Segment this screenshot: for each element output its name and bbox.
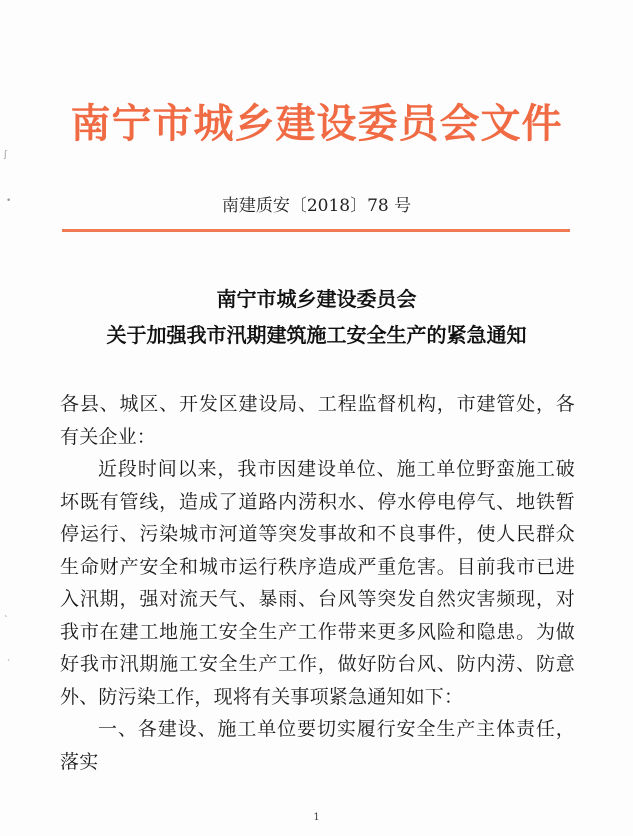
body-paragraph: 一、各建设、施工单位要切实履行安全生产主体责任，落实 (60, 718, 575, 773)
scan-margin-mark: ʃ (4, 150, 8, 160)
notice-title-line2: 关于加强我市汛期建筑施工安全生产的紧急通知 (106, 323, 527, 347)
page-number: 1 (313, 812, 320, 823)
body-paragraph: 近段时间以来，我市因建设单位、施工单位野蛮施工破坏既有管线，造成了道路内涝积水、停水停电停气、地铁暂停运行、污染城市河道等突发事故和不良事件，使人民群众生命财产安全和城市运行秩序造成严重危害。目前我市已进入汛期，强对流天气、暴雨、台风等突发自然灾害频现，对我市在建工地施工安全生产工作带来更多风险和隐患。为做好我市汛期施工安全生产工作，做好防台风、防内涝、防意外、防污染工作，现将有关事项紧急通知如下： (60, 458, 575, 708)
document-body (60, 388, 575, 778)
document-number: 南建质安〔2018〕78 号 (221, 196, 412, 216)
scan-margin-mark: • (6, 196, 12, 206)
document-header-title: 南宁市城乡建设委员会文件 (70, 100, 563, 147)
notice-title-line1: 南宁市城乡建设委员会 (216, 287, 417, 311)
header-red-rule (62, 229, 570, 232)
scan-margin-mark: ˏ (6, 652, 11, 662)
scan-margin-mark: ˎ (4, 608, 9, 618)
addressee-paragraph: 各县、城区、开发区建设局、工程监督机构，市建管处，各有关企业： (60, 393, 575, 448)
